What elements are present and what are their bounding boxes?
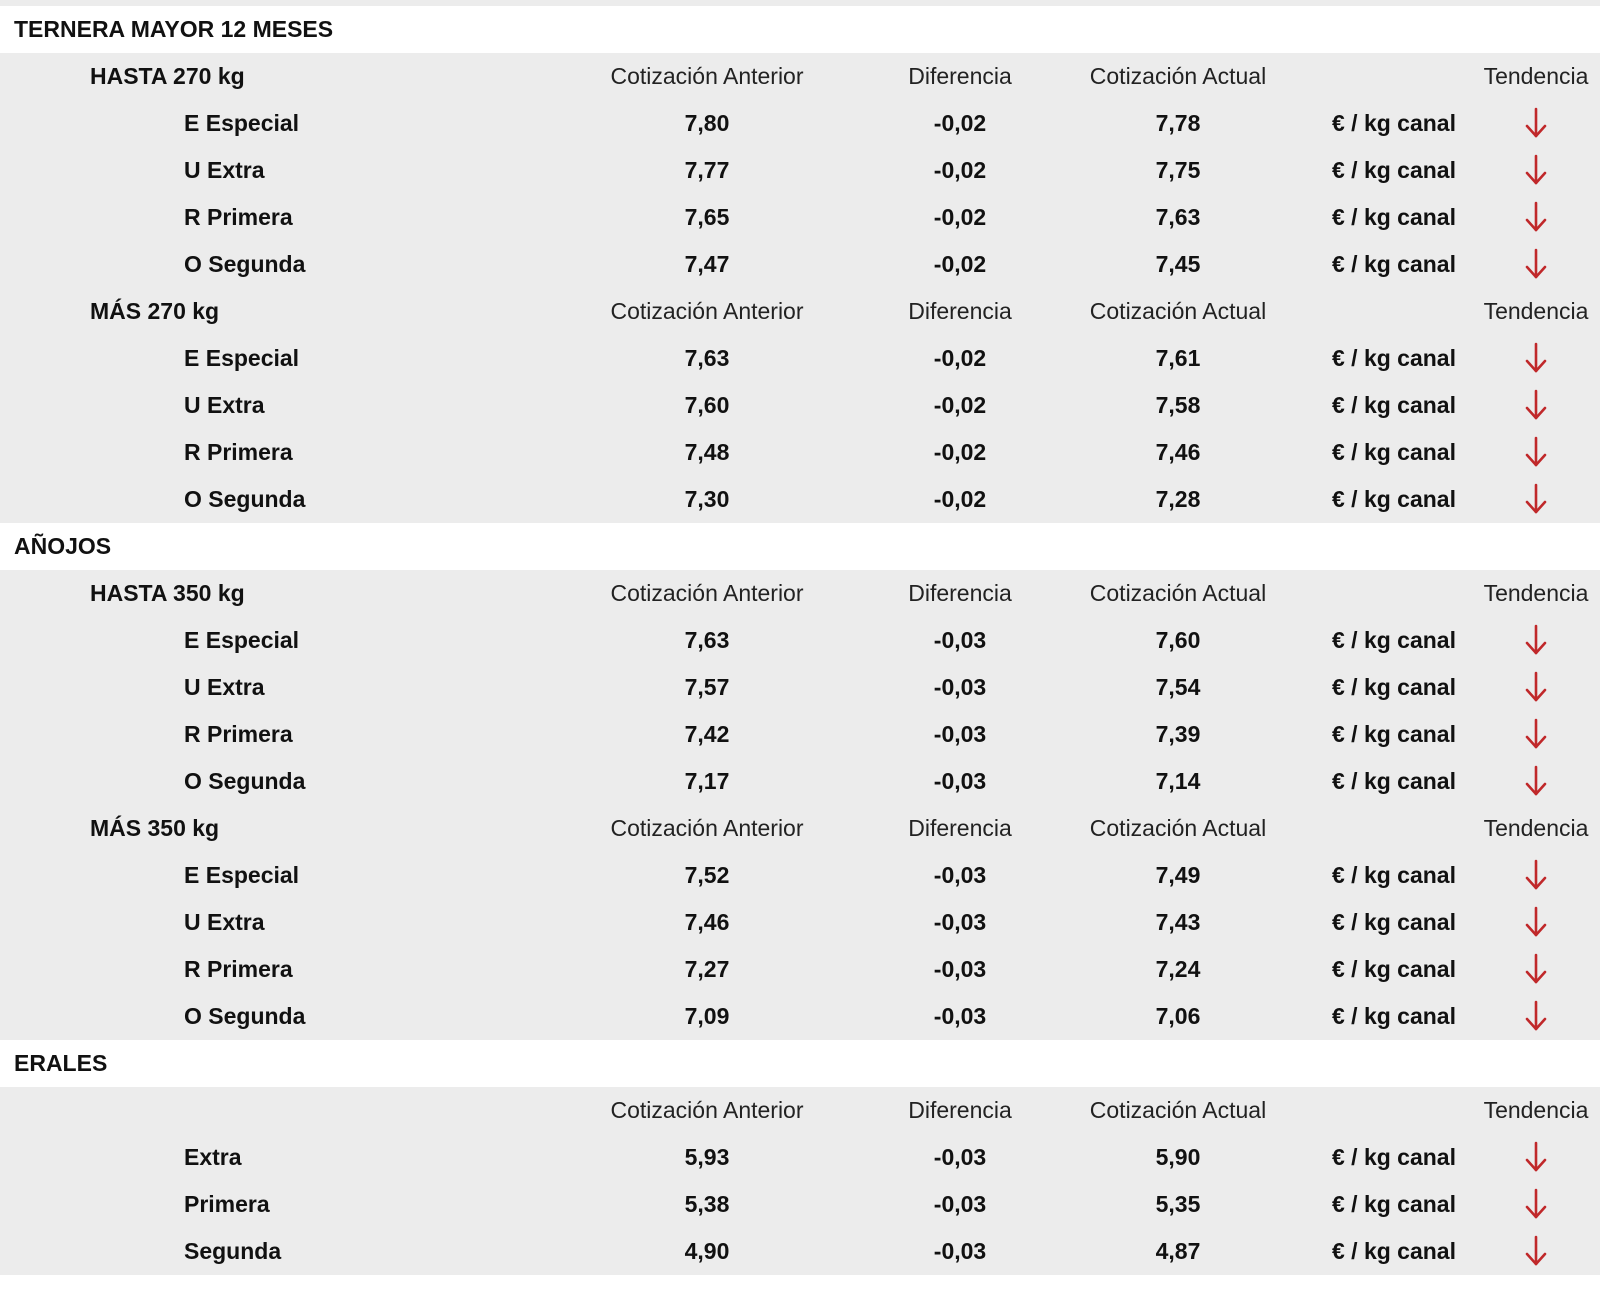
arrow-down-icon: [1525, 1141, 1547, 1173]
arrow-down-icon: [1525, 154, 1547, 186]
trend-cell: [1480, 664, 1592, 711]
price-difference: -0,03: [933, 956, 987, 982]
trend-cell: [1480, 429, 1592, 476]
arrow-down-icon: [1525, 1000, 1547, 1032]
grade-label: E Especial: [184, 862, 300, 888]
price-difference: -0,02: [933, 204, 987, 230]
arrow-down-icon: [1525, 248, 1547, 280]
grade-label: R Primera: [184, 204, 293, 230]
grade-label: Extra: [184, 1144, 242, 1170]
previous-price: 7,09: [684, 1003, 730, 1029]
price-unit: € / kg canal: [1331, 251, 1456, 277]
current-price: 7,06: [1155, 1003, 1201, 1029]
table-row: [0, 382, 1600, 429]
price-difference: -0,03: [933, 768, 987, 794]
price-unit: € / kg canal: [1331, 627, 1456, 653]
column-header-current-price: Cotización Actual: [1089, 63, 1267, 89]
trend-cell: [1480, 758, 1592, 805]
table-row: [0, 194, 1600, 241]
column-header-trend: Tendencia: [1483, 298, 1589, 324]
table-row: [0, 946, 1600, 993]
grade-label: O Segunda: [184, 1003, 306, 1029]
grade-label: O Segunda: [184, 768, 306, 794]
arrow-down-icon: [1525, 906, 1547, 938]
current-price: 5,90: [1155, 1144, 1201, 1170]
price-difference: -0,02: [933, 345, 987, 371]
price-unit: € / kg canal: [1331, 674, 1456, 700]
price-difference: -0,02: [933, 157, 987, 183]
column-header-difference: Diferencia: [908, 1097, 1012, 1123]
price-unit: € / kg canal: [1331, 1003, 1456, 1029]
price-unit: € / kg canal: [1331, 721, 1456, 747]
previous-price: 7,63: [684, 627, 730, 653]
price-unit: € / kg canal: [1331, 110, 1456, 136]
trend-cell: [1480, 711, 1592, 758]
arrow-down-icon: [1525, 859, 1547, 891]
table-row: [0, 899, 1600, 946]
price-unit: € / kg canal: [1331, 1191, 1456, 1217]
current-price: 7,60: [1155, 627, 1201, 653]
table-row: [0, 147, 1600, 194]
grade-label: R Primera: [184, 721, 293, 747]
column-header-current-price: Cotización Actual: [1089, 298, 1267, 324]
table-row: [0, 241, 1600, 288]
arrow-down-icon: [1525, 342, 1547, 374]
arrow-down-icon: [1525, 624, 1547, 656]
arrow-down-icon: [1525, 1235, 1547, 1267]
grade-label: U Extra: [184, 674, 265, 700]
trend-cell: [1480, 852, 1592, 899]
trend-cell: [1480, 1181, 1592, 1228]
column-header-trend: Tendencia: [1483, 1097, 1589, 1123]
price-difference: -0,02: [933, 486, 987, 512]
current-price: 7,63: [1155, 204, 1201, 230]
previous-price: 7,60: [684, 392, 730, 418]
trend-cell: [1480, 1134, 1592, 1181]
previous-price: 7,57: [684, 674, 730, 700]
current-price: 7,54: [1155, 674, 1201, 700]
previous-price: 7,42: [684, 721, 730, 747]
price-unit: € / kg canal: [1331, 439, 1456, 465]
price-difference: -0,03: [933, 1144, 987, 1170]
previous-price: 5,38: [684, 1191, 730, 1217]
trend-cell: [1480, 100, 1592, 147]
previous-price: 7,27: [684, 956, 730, 982]
price-difference: -0,03: [933, 1003, 987, 1029]
previous-price: 7,47: [684, 251, 730, 277]
price-difference: -0,02: [933, 110, 987, 136]
group-label: MÁS 270 kg: [90, 298, 220, 324]
price-unit: € / kg canal: [1331, 392, 1456, 418]
table-row: [0, 335, 1600, 382]
column-header-trend: Tendencia: [1483, 63, 1589, 89]
previous-price: 7,17: [684, 768, 730, 794]
previous-price: 4,90: [684, 1238, 730, 1264]
previous-price: 7,63: [684, 345, 730, 371]
table-row: [0, 100, 1600, 147]
section-block: [0, 1087, 1600, 1275]
section-title: TERNERA MAYOR 12 MESES: [0, 6, 1600, 53]
table-row: [0, 758, 1600, 805]
column-header-current-price: Cotización Actual: [1089, 580, 1267, 606]
sections-container: [0, 6, 1600, 1275]
section-block: [0, 53, 1600, 523]
grade-label: R Primera: [184, 439, 293, 465]
table-row: [0, 1134, 1600, 1181]
group-label: HASTA 350 kg: [90, 580, 245, 606]
current-price: 7,61: [1155, 345, 1201, 371]
group-header-row: [0, 1087, 1600, 1134]
current-price: 7,14: [1155, 768, 1201, 794]
current-price: 7,58: [1155, 392, 1201, 418]
grade-label: U Extra: [184, 392, 265, 418]
section-title: ERALES: [0, 1040, 1600, 1087]
column-header-difference: Diferencia: [908, 580, 1012, 606]
table-row: [0, 993, 1600, 1040]
price-difference: -0,02: [933, 439, 987, 465]
current-price: 7,28: [1155, 486, 1201, 512]
price-difference: -0,03: [933, 862, 987, 888]
arrow-down-icon: [1525, 671, 1547, 703]
grade-label: E Especial: [184, 345, 300, 371]
grade-label: O Segunda: [184, 486, 306, 512]
grade-label: E Especial: [184, 627, 300, 653]
arrow-down-icon: [1525, 953, 1547, 985]
trend-cell: [1480, 241, 1592, 288]
table-row: [0, 1181, 1600, 1228]
price-difference: -0,03: [933, 909, 987, 935]
table-row: [0, 664, 1600, 711]
group-label: MÁS 350 kg: [90, 815, 220, 841]
current-price: 7,39: [1155, 721, 1201, 747]
price-unit: € / kg canal: [1331, 1144, 1456, 1170]
group-header-row: [0, 53, 1600, 100]
grade-label: U Extra: [184, 909, 265, 935]
trend-cell: [1480, 993, 1592, 1040]
price-difference: -0,03: [933, 627, 987, 653]
column-header-trend: Tendencia: [1483, 815, 1589, 841]
arrow-down-icon: [1525, 483, 1547, 515]
previous-price: 7,46: [684, 909, 730, 935]
current-price: 7,45: [1155, 251, 1201, 277]
previous-price: 7,48: [684, 439, 730, 465]
table-row: [0, 429, 1600, 476]
previous-price: 7,77: [684, 157, 730, 183]
arrow-down-icon: [1525, 107, 1547, 139]
previous-price: 7,30: [684, 486, 730, 512]
table-row: [0, 711, 1600, 758]
arrow-down-icon: [1525, 389, 1547, 421]
column-header-difference: Diferencia: [908, 298, 1012, 324]
table-row: [0, 476, 1600, 523]
price-unit: € / kg canal: [1331, 862, 1456, 888]
trend-cell: [1480, 1228, 1592, 1275]
arrow-down-icon: [1525, 436, 1547, 468]
price-difference: -0,03: [933, 1191, 987, 1217]
price-unit: € / kg canal: [1331, 157, 1456, 183]
group-label: HASTA 270 kg: [90, 63, 245, 89]
previous-price: 7,80: [684, 110, 730, 136]
column-header-trend: Tendencia: [1483, 580, 1589, 606]
price-difference: -0,03: [933, 674, 987, 700]
grade-label: Segunda: [184, 1238, 282, 1264]
grade-label: E Especial: [184, 110, 300, 136]
table-row: [0, 852, 1600, 899]
trend-cell: [1480, 382, 1592, 429]
price-difference: -0,03: [933, 1238, 987, 1264]
price-unit: € / kg canal: [1331, 486, 1456, 512]
price-unit: € / kg canal: [1331, 345, 1456, 371]
column-header-current-price: Cotización Actual: [1089, 1097, 1267, 1123]
section-title: AÑOJOS: [0, 523, 1600, 570]
grade-label: O Segunda: [184, 251, 306, 277]
grade-label: R Primera: [184, 956, 293, 982]
grade-label: U Extra: [184, 157, 265, 183]
previous-price: 7,52: [684, 862, 730, 888]
trend-cell: [1480, 946, 1592, 993]
price-difference: -0,02: [933, 392, 987, 418]
trend-cell: [1480, 617, 1592, 664]
trend-cell: [1480, 194, 1592, 241]
group-header-row: [0, 805, 1600, 852]
column-header-previous-price: Cotización Anterior: [610, 815, 804, 841]
group-header-row: [0, 288, 1600, 335]
current-price: 7,46: [1155, 439, 1201, 465]
column-header-difference: Diferencia: [908, 63, 1012, 89]
column-header-previous-price: Cotización Anterior: [610, 298, 804, 324]
trend-cell: [1480, 899, 1592, 946]
arrow-down-icon: [1525, 1188, 1547, 1220]
price-unit: € / kg canal: [1331, 956, 1456, 982]
group-header-row: [0, 570, 1600, 617]
trend-cell: [1480, 335, 1592, 382]
arrow-down-icon: [1525, 201, 1547, 233]
price-unit: € / kg canal: [1331, 909, 1456, 935]
current-price: 7,49: [1155, 862, 1201, 888]
current-price: 7,78: [1155, 110, 1201, 136]
arrow-down-icon: [1525, 765, 1547, 797]
price-unit: € / kg canal: [1331, 768, 1456, 794]
previous-price: 7,65: [684, 204, 730, 230]
current-price: 5,35: [1155, 1191, 1201, 1217]
table-row: [0, 617, 1600, 664]
arrow-down-icon: [1525, 718, 1547, 750]
column-header-previous-price: Cotización Anterior: [610, 63, 804, 89]
price-unit: € / kg canal: [1331, 1238, 1456, 1264]
previous-price: 5,93: [684, 1144, 730, 1170]
current-price: 7,43: [1155, 909, 1201, 935]
table-row: [0, 1228, 1600, 1275]
column-header-difference: Diferencia: [908, 815, 1012, 841]
grade-label: Primera: [184, 1191, 270, 1217]
column-header-previous-price: Cotización Anterior: [610, 580, 804, 606]
price-difference: -0,02: [933, 251, 987, 277]
current-price: 4,87: [1155, 1238, 1201, 1264]
current-price: 7,75: [1155, 157, 1201, 183]
bottom-spacer: [0, 1275, 1600, 1296]
trend-cell: [1480, 476, 1592, 523]
trend-cell: [1480, 147, 1592, 194]
section-block: [0, 570, 1600, 1040]
column-header-current-price: Cotización Actual: [1089, 815, 1267, 841]
column-header-previous-price: Cotización Anterior: [610, 1097, 804, 1123]
price-unit: € / kg canal: [1331, 204, 1456, 230]
current-price: 7,24: [1155, 956, 1201, 982]
price-difference: -0,03: [933, 721, 987, 747]
